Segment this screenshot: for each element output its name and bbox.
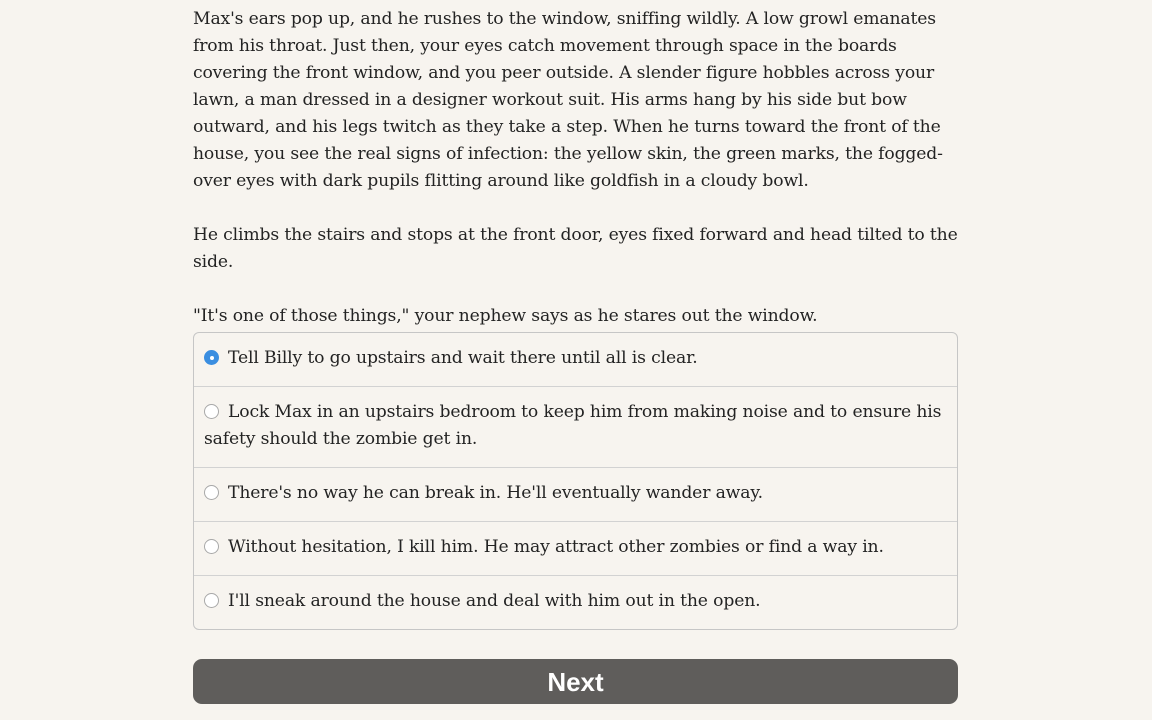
story-text <box>193 6 963 357</box>
choice-option[interactable] <box>194 521 957 575</box>
choice-label: Without hesitation, I kill him. He may attract other zombies or find a way in. <box>228 537 884 557</box>
choice-label: Tell Billy to go upstairs and wait there until all is clear. <box>228 348 698 368</box>
story-paragraph: "It's one of those things," your nephew says as he stares out the window. <box>193 306 818 326</box>
choice-label: There's no way he can break in. He'll eventually wander away. <box>228 483 763 503</box>
choice-option[interactable] <box>194 575 957 629</box>
choice-option[interactable] <box>194 333 957 386</box>
choice-list <box>193 332 958 630</box>
radio-unselected-icon[interactable] <box>204 485 219 500</box>
radio-unselected-icon[interactable] <box>204 539 219 554</box>
radio-unselected-icon[interactable] <box>204 404 219 419</box>
choice-label: Lock Max in an upstairs bedroom to keep him from making noise and to ensure his safety should the zombie get in. <box>204 402 942 449</box>
story-paragraph: Max's ears pop up, and he rushes to the window, sniffing wildly. A low growl emanates from his throat. Just then, your eyes catch movement through space in the boards covering the front window, and you peer outside. A slender figure hobbles across your lawn, a man dressed in a designer workout suit. His arms hang by his side but bow outward, and his legs twitch as they take a step. When he turns toward the front of the house, you see the real signs of infection: the yellow skin, the green marks, the fogged-over eyes with dark pupils flitting around like goldfish in a cloudy bowl. <box>193 9 943 191</box>
next-button[interactable]: Next <box>193 659 958 704</box>
choice-label: I'll sneak around the house and deal with him out in the open. <box>228 591 761 611</box>
story-paragraph: He climbs the stairs and stops at the front door, eyes fixed forward and head tilted to the side. <box>193 225 958 272</box>
choice-option[interactable] <box>194 467 957 521</box>
choice-option[interactable] <box>194 386 957 467</box>
radio-selected-icon[interactable] <box>204 350 219 365</box>
radio-unselected-icon[interactable] <box>204 593 219 608</box>
